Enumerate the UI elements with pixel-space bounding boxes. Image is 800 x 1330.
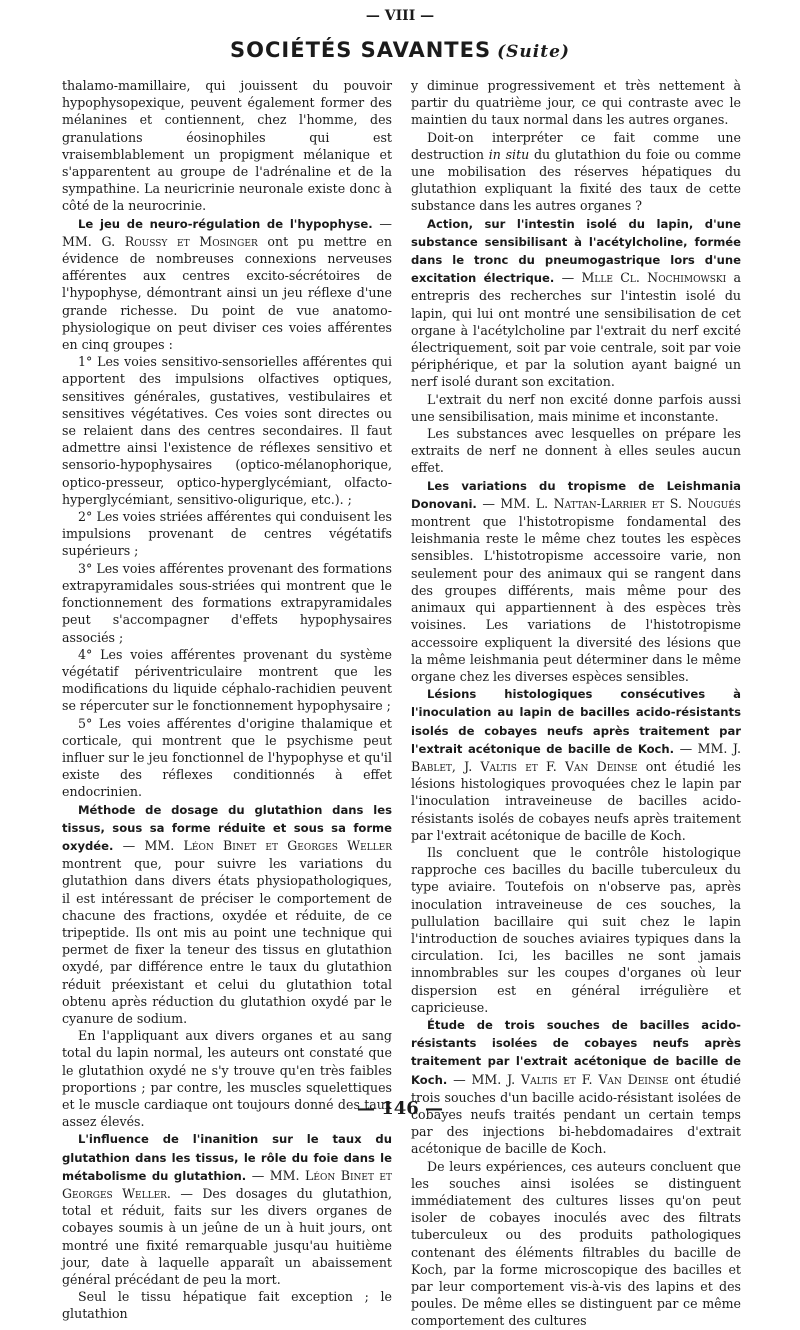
section-heading: L'influence de l'inanition sur le taux du glutathion dans les tissus, le rôle du foie dans le métabolisme du glutathion. bbox=[62, 1132, 392, 1183]
authors: — Mlle Cl. Nochimowski bbox=[561, 270, 727, 286]
list-item: 2° Les voies striées afférentes qui conduisent les impulsions provenant de centres végétatifs supérieurs ; bbox=[62, 509, 392, 559]
section-heading: Méthode de dosage du glutathion dans les tissus, sous sa forme réduite et sous sa forme oxydée. bbox=[62, 802, 392, 853]
paragraph-text: Doit-on interpréter ce fait comme une destruction bbox=[411, 129, 741, 162]
paragraph: Seul le tissu hépatique fait exception ; le glutathion bbox=[62, 1289, 392, 1322]
page-number: — 146 — bbox=[356, 1098, 444, 1119]
authors: — MM. Léon Binet et Georges Weller bbox=[122, 837, 392, 853]
column-right bbox=[411, 77, 741, 1330]
list-item: 5° Les voies afférentes d'origine thalamique et corticale, qui montrent que le psychisme peut influer sur le jeu fonctionnel de l'hypophyse et qu'il existe des réflexes conditionnés à effet endocrinien. bbox=[62, 715, 392, 800]
paragraph: Ils concluent que le contrôle histologique rapproche ces bacilles du bacille tuberculeux du type aviaire. Toutefois on n'observe pas, après inoculation intraveineuse de ces souches, la pullulation bacillaire qui suit chez le lapin l'introduction de souches aviaires typiques dans la circulation. Ici, les bacilles ne sont jamais innombrables sur les coupes d'organes où leur dispersion est en général irrégulière et capricieuse. bbox=[411, 844, 741, 1015]
page-title-suite: (Suite) bbox=[497, 42, 570, 62]
section-heading: Les variations du tropisme de Leishmania Donovani. bbox=[411, 478, 741, 511]
authors: — MM. Léon Binet et Georges Weller. bbox=[62, 1167, 392, 1201]
column-left bbox=[62, 77, 392, 1323]
paragraph-text: a entrepris des recherches sur l'intestin isolé du lapin, qui lui ont montré une sensibilisation de cet organe à l'acétylcholine par l'extrait du nerf excité électriquement, soit par voie centrale, soit par voie périphérique, et par la solution ayant baigné un nerf isolé durant son excitation. bbox=[411, 270, 741, 390]
authors: — MM. J. Bablet, J. Valtis et F. Van Deinse bbox=[411, 740, 741, 774]
section-heading: Le jeu de neuro-régulation de l'hypophyse. bbox=[78, 216, 373, 231]
section-heading: Étude de trois souches de bacilles acido-résistants isolées de cobayes neufs après traitement par l'extrait acétonique de bacille de Koch. bbox=[411, 1017, 741, 1087]
paragraph-text: — Des dosages du glutathion, total et réduit, faits sur les divers organes de cobayes soumis à un jeûne de un à huit jours, ont montré une fixité remarquable jusqu'au huitième jour, date à laquelle apparaît un abaissement général précédant de peu la mort. bbox=[62, 1186, 392, 1288]
paragraph: L'extrait du nerf non excité donne parfois aussi une sensibilisation, mais minime et inconstante. bbox=[411, 391, 741, 424]
paragraph bbox=[62, 1130, 392, 1288]
paragraph-text: ont étudié les lésions histologiques provoquées chez le lapin par l'inoculation intraveineuse de bacilles acido-résistants isolés de cobayes neufs après traitement par l'extrait acétonique de bacille de Koch. bbox=[411, 758, 741, 843]
authors: — MM. L. Nattan-Larrier et S. Nougués bbox=[482, 495, 741, 511]
section-heading: Lésions histologiques consécutives à l'inoculation au lapin de bacilles acido-résistants isolés de cobayes neufs après traitement par l'extrait acétonique de bacille de Koch. bbox=[411, 687, 741, 756]
paragraph: De leurs expériences, ces auteurs concluent que les souches ainsi isolées se distinguent immédiatement des cultures lisses qu'on peut isoler de cobayes inoculés avec des filtrats tuberculeux ou des produits pathologiques contenant des éléments filtrables du bacille de Koch, par la forme microscopique des bacilles et par leur comportement vis-à-vis des lapins et des poules. De même elles se distinguent par ce même comportement des cultures bbox=[411, 1158, 741, 1329]
section-heading: Action, sur l'intestin isolé du lapin, d'une substance sensibilisant à l'acétylcholine, formée dans le tronc du pneumogastrique lors d'une excitation électrique. bbox=[411, 216, 741, 286]
paragraph bbox=[62, 801, 392, 1028]
list-item: 4° Les voies afférentes provenant du système végétatif périventriculaire montrent que les modifications du liquide céphalo-rachidien peuvent se répercuter sur le fonctionnement hypophysaire ; bbox=[62, 646, 392, 714]
italic-text: in situ bbox=[488, 146, 530, 162]
paragraph-text: montrent que, pour suivre les variations du glutathion dans divers états physiopathologiques, il est intéressant de préciser le comportement de chacune des fractions, oxydée et réduite, de ce tripeptide. Ils ont mis au point une technique qui permet de fixer la teneur des tissus en glutathion oxydé, par différence entre le taux du glutathion réduit préexistant et celui du glutathion total obtenu après réduction du glutathion oxydé par le cyanure de sodium. bbox=[62, 856, 392, 1026]
page-title: SOCIÉTÉS SAVANTES bbox=[230, 38, 492, 62]
paragraph bbox=[411, 477, 741, 685]
list-item: 3° Les voies afférentes provenant des formations extrapyramidales sous-striées qui montrent que le fonctionnement des formations extrapyramidales peut s'accompagner d'effets hypophysaires associés ; bbox=[62, 560, 392, 645]
paragraph: En l'appliquant aux divers organes et au sang total du lapin normal, les auteurs ont constaté que le glutathion oxydé ne s'y trouve qu'en très faibles proportions ; par contre, les muscles squelettiques et le muscle cardiaque ont toujours donné des taux assez élevés. bbox=[62, 1028, 392, 1130]
list-item: 1° Les voies sensitivo-sensorielles afférentes qui apportent des impulsions olfactives optiques, sensitives générales, gustatives, vestibulaires et sensitives végétatives. Ces voies sont directes ou se relaient dans des centres secondaires. Il faut admettre ainsi l'existence de réflexes sensitivo et sensorio-hypophysaires (optico-mélanophorique, optico-presseur, optico-hyperglycémiant, olfacto-hyperglycémiant, sensitivo-oligurique, etc.). ; bbox=[62, 354, 392, 507]
paragraph: y diminue progressivement et très nettement à partir du quatrième jour, ce qui contraste avec le maintien du taux normal dans les autres organes. bbox=[411, 78, 741, 128]
paragraph-text: montrent que l'histotropisme fondamental des leishmania reste le même chez toutes les espèces sensibles. L'histotropisme accessoire varie, non seulement pour des animaux qui se rangent dans des groupes différents, mais même pour des animaux qui appartiennent à des espèces très voisines. Les variations de l'histotropisme accessoire expliquent la diversité des lésions que la même leishmania peut déterminer dans le même organe chez les diverses espèces sensibles. bbox=[411, 514, 741, 684]
authors: — MM. J. Valtis et F. Van Deinse bbox=[453, 1071, 669, 1087]
page-roman-numeral: — VIII — bbox=[365, 8, 435, 24]
paragraph-text: du glutathion du foie ou comme une mobilisation des réserves hépatiques du glutathion expliquant la fixité des taux de cette substance dans les autres organes ? bbox=[411, 146, 741, 214]
paragraph bbox=[62, 215, 392, 354]
paragraph: thalamo-mamillaire, qui jouissent du pouvoir hypophysopexique, peuvent également former des mélanines et contiennent, chez l'homme, des granulations éosinophiles qui est vraisemblablement un propigment mélanique et s'apparentent au groupe de l'adrénaline et de la sympathine. La neuricrinie neuronale existe donc à côté de la neurocrinie. bbox=[62, 78, 392, 214]
paragraph: Les substances avec lesquelles on prépare les extraits de nerf ne donnent à elles seules aucun effet. bbox=[411, 426, 741, 476]
page-header bbox=[0, 38, 800, 62]
paragraph-text: ont pu mettre en évidence de nombreuses connexions nerveuses afférentes aux centres excito-sécrétoires de l'hypophyse, démontrant ainsi un jeu réflexe d'une grande richesse. Du point de vue anatomo-physiologique on peut diviser ces voies afférentes en cinq groupes : bbox=[62, 233, 392, 353]
paragraph-text: ont étudié trois souches d'un bacille acido-résistant isolées de cobayes neufs traités pendant un certain temps par des injections bi-hebdomadaires d'extrait acétonique de bacille de Koch. bbox=[411, 1071, 741, 1157]
paragraph bbox=[411, 129, 741, 215]
paragraph bbox=[411, 215, 741, 391]
paragraph bbox=[411, 685, 741, 844]
paragraph bbox=[411, 1016, 741, 1158]
authors: — MM. G. Roussy et Mosinger bbox=[62, 215, 392, 249]
